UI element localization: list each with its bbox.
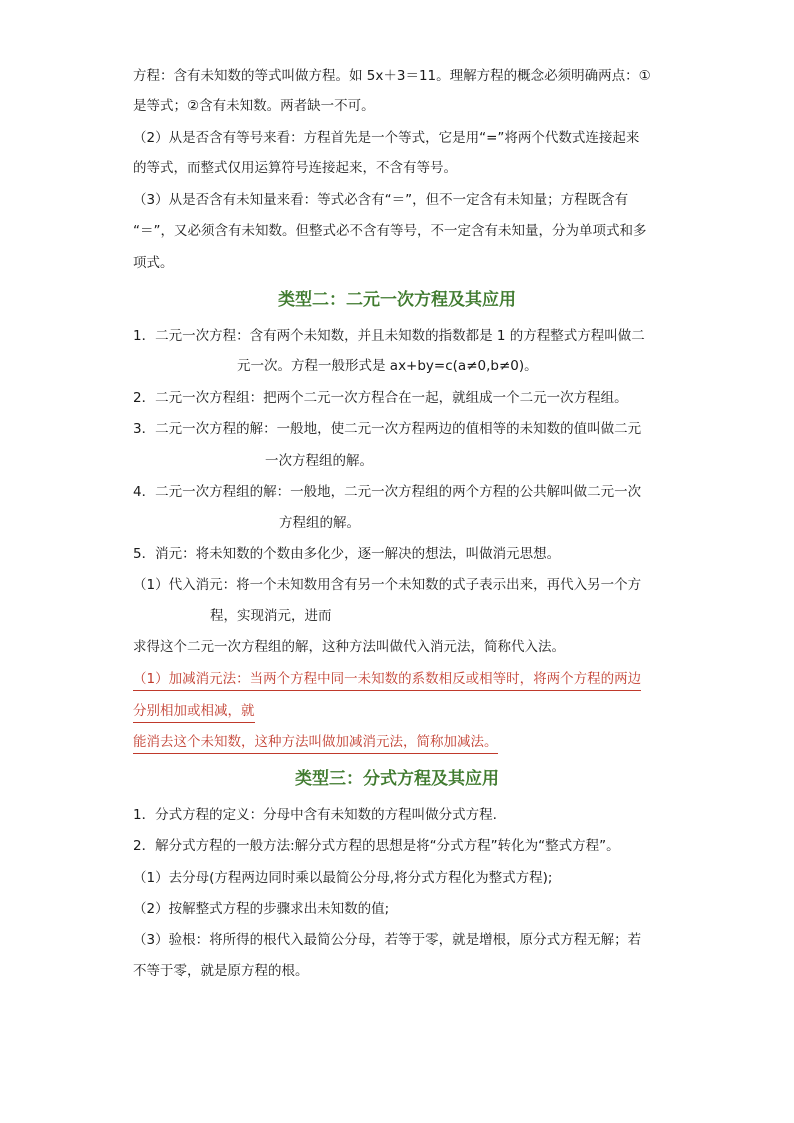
section2-item4-line1: 4．二元一次方程组的解：一般地，二元一次方程组的两个方程的公共解叫做二元一次: [133, 484, 642, 500]
section2-item1-line2: 元一次。方程一般形式是 ax+by=c(a≠0,b≠0)。: [237, 358, 538, 374]
section2-sub2-line1: （1）加减消元法：当两个方程中同一未知数的系数相反或相等时，将两个方程的两边: [133, 669, 641, 691]
section2-sub2-line2: 分别相加或相减，就: [133, 701, 255, 723]
intro-p2-line-1: （2）从是否含有等号来看：方程首先是一个等式，它是用“=”将两个代数式连接起来: [133, 130, 640, 146]
section2-item2: 2．二元一次方程组：把两个二元一次方程合在一起，就组成一个二元一次方程组。: [133, 390, 628, 406]
section2-item5: 5．消元：将未知数的个数由多化少，逐一解决的想法，叫做消元思想。: [133, 546, 561, 562]
section2-sub1-line3: 求得这个二元一次方程组的解，这种方法叫做代入消元法，简称代入法。: [133, 639, 565, 655]
section3-sub2: （2）按解整式方程的步骤求出未知数的值;: [133, 901, 390, 917]
section2-item3-line2: 一次方程组的解。: [265, 453, 373, 469]
section2-item3-line1: 3．二元一次方程的解：一般地，使二元一次方程两边的值相等的未知数的值叫做二元: [133, 421, 642, 437]
section3-item2: 2．解分式方程的一般方法:解分式方程的思想是将“分式方程”转化为“整式方程”。: [133, 838, 620, 854]
section3-sub1: （1）去分母(方程两边同时乘以最简公分母,将分式方程化为整式方程);: [133, 870, 553, 886]
section2-item4-line2: 方程组的解。: [279, 515, 360, 531]
intro-line-1: 方程：含有未知数的等式叫做方程。如 5x＋3＝11。理解方程的概念必须明确两点：①: [133, 68, 651, 84]
section2-sub1-line2: 程，实现消元，进而: [210, 608, 332, 624]
section2-sub2-line3: 能消去这个未知数，这种方法叫做加减消元法，简称加减法。: [133, 732, 498, 754]
section3-sub3-line1: （3）验根：将所得的根代入最简公分母，若等于零，就是增根，原分式方程无解；若: [133, 932, 642, 948]
intro-p3-line-3: 项式。: [133, 255, 174, 271]
intro-p2-line-2: 的等式，而整式仅用运算符号连接起来，不含有等号。: [133, 160, 457, 176]
section3-heading: 类型三：分式方程及其应用: [295, 769, 499, 789]
section2-sub1-line1: （1）代入消元：将一个未知数用含有另一个未知数的式子表示出来，再代入另一个方: [133, 577, 642, 593]
intro-line-2: 是等式；②含有未知数。两者缺一不可。: [133, 98, 375, 114]
section2-heading: 类型二：二元一次方程及其应用: [278, 290, 516, 310]
intro-p3-line-2: “＝”，又必须含有未知数。但整式必不含有等号，不一定含有未知量，分为单项式和多: [133, 223, 647, 239]
intro-p3-line-1: （3）从是否含有未知量来看：等式必含有“＝”，但不一定含有未知量；方程既含有: [133, 192, 629, 208]
section3-sub3-line2: 不等于零，就是原方程的根。: [133, 963, 309, 979]
section2-item1-line1: 1．二元一次方程：含有两个未知数，并且未知数的指数都是 1 的方程整式方程叫做二: [133, 328, 645, 344]
section3-item1: 1．分式方程的定义：分母中含有未知数的方程叫做分式方程.: [133, 807, 497, 823]
